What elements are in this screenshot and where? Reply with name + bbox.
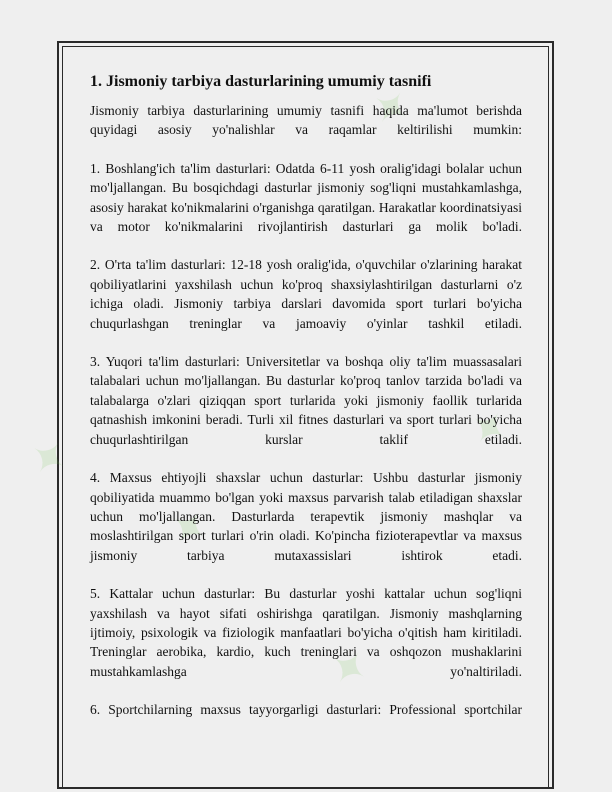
watermark-logo: ✦: [316, 635, 384, 699]
watermark-logo: ✦: [358, 75, 426, 139]
watermark-logo: ✦: [456, 395, 524, 459]
paragraph-athletes: 6. Sportchilarning maxsus tayyorgarligi dasturlari: Professional sportchilar: [90, 702, 522, 718]
watermark-logo: ✦: [16, 425, 84, 489]
section-heading: 1. Jismoniy tarbiya dasturlarining umumiy tasnifi: [90, 73, 432, 90]
paragraph-higher-education: 3. Yuqori ta'lim dasturlari: Universitetlar va boshqa oliy ta'lim muassasalari talabalari uchun mo'ljallangan. Bu dasturlar ko'proq tanlov tarzida bo'ladi va talabalarga o'zlari qiziqqan sport turlarida yoki jismoniy faollik turlarida qatnashish imkonini beradi. Turli xil fitnes dasturlari va sport turlari bo'yicha chuqurlashtirilgan kurslar taklif etiladi.: [90, 354, 522, 447]
paragraph-adults: 5. Kattalar uchun dasturlar: Bu dasturlar yoshi kattalar uchun sog'liqni yaxshilash va hayot sifati oshirishga qaratilgan. Jismoniy mashqlarning ijtimoiy, psixologik va fiziologik manfaatlari bo'yicha o'qitish ham kiritiladi. Treninglar aerobika, kardio, kuch treninglari va oshqozon mushaklarini mustahkamlashga yo'naltiriladi.: [90, 586, 522, 679]
paragraph-primary-education: 1. Boshlang'ich ta'lim dasturlari: Odatda 6-11 yosh oralig'idagi bolalar uchun mo'ljallangan. Bu bosqichdagi dasturlar jismoniy sog'liqni mustahkamlashga, asosiy harakat ko'nikmalarini o'rganishga qaratilgan. Harakatlar koordinatsiyasi va motor ko'nikmalarini rivojlantirish dasturlari ga molik bo'ladi.: [90, 160, 522, 235]
paragraph-special-needs: 4. Maxsus ehtiyojli shaxslar uchun dasturlar: Ushbu dasturlar jismoniy qobiliyatida muammo bo'lgan yoki maxsus parvarish talab etiladigan shaxslar uchun mo'ljallangan. Dasturlarda terapevtik jismoniy mashqlar va moslashtirilgan sport turlari o'rin oladi. Ko'pincha fizioterapevtlar va maxsus jismoniy tarbiya mutaxassislari ishtirok etadi.: [90, 470, 522, 563]
document-body: [90, 72, 522, 739]
paragraph-secondary-education: 2. O'rta ta'lim dasturlari: 12-18 yosh oralig'ida, o'quvchilar o'zlarining harakat qobiliyatlarini yaxshilash uchun ko'proq shaxsiylashtirilgan dasturlarni o'z ichiga oladi. Jismoniy tarbiya darslari davomida sport turlari bo'yicha chuqurlashgan treninglar va jamoaviy o'yinlar tashkil etiladi.: [90, 257, 522, 331]
watermark-logo: ✦: [156, 495, 224, 559]
paragraph-intro: Jismoniy tarbiya dasturlarining umumiy tasnifi haqida ma'lumot berishda quyidagi asosiy yo'nalishlar va raqamlar keltirilishi mumkin:: [90, 103, 522, 138]
